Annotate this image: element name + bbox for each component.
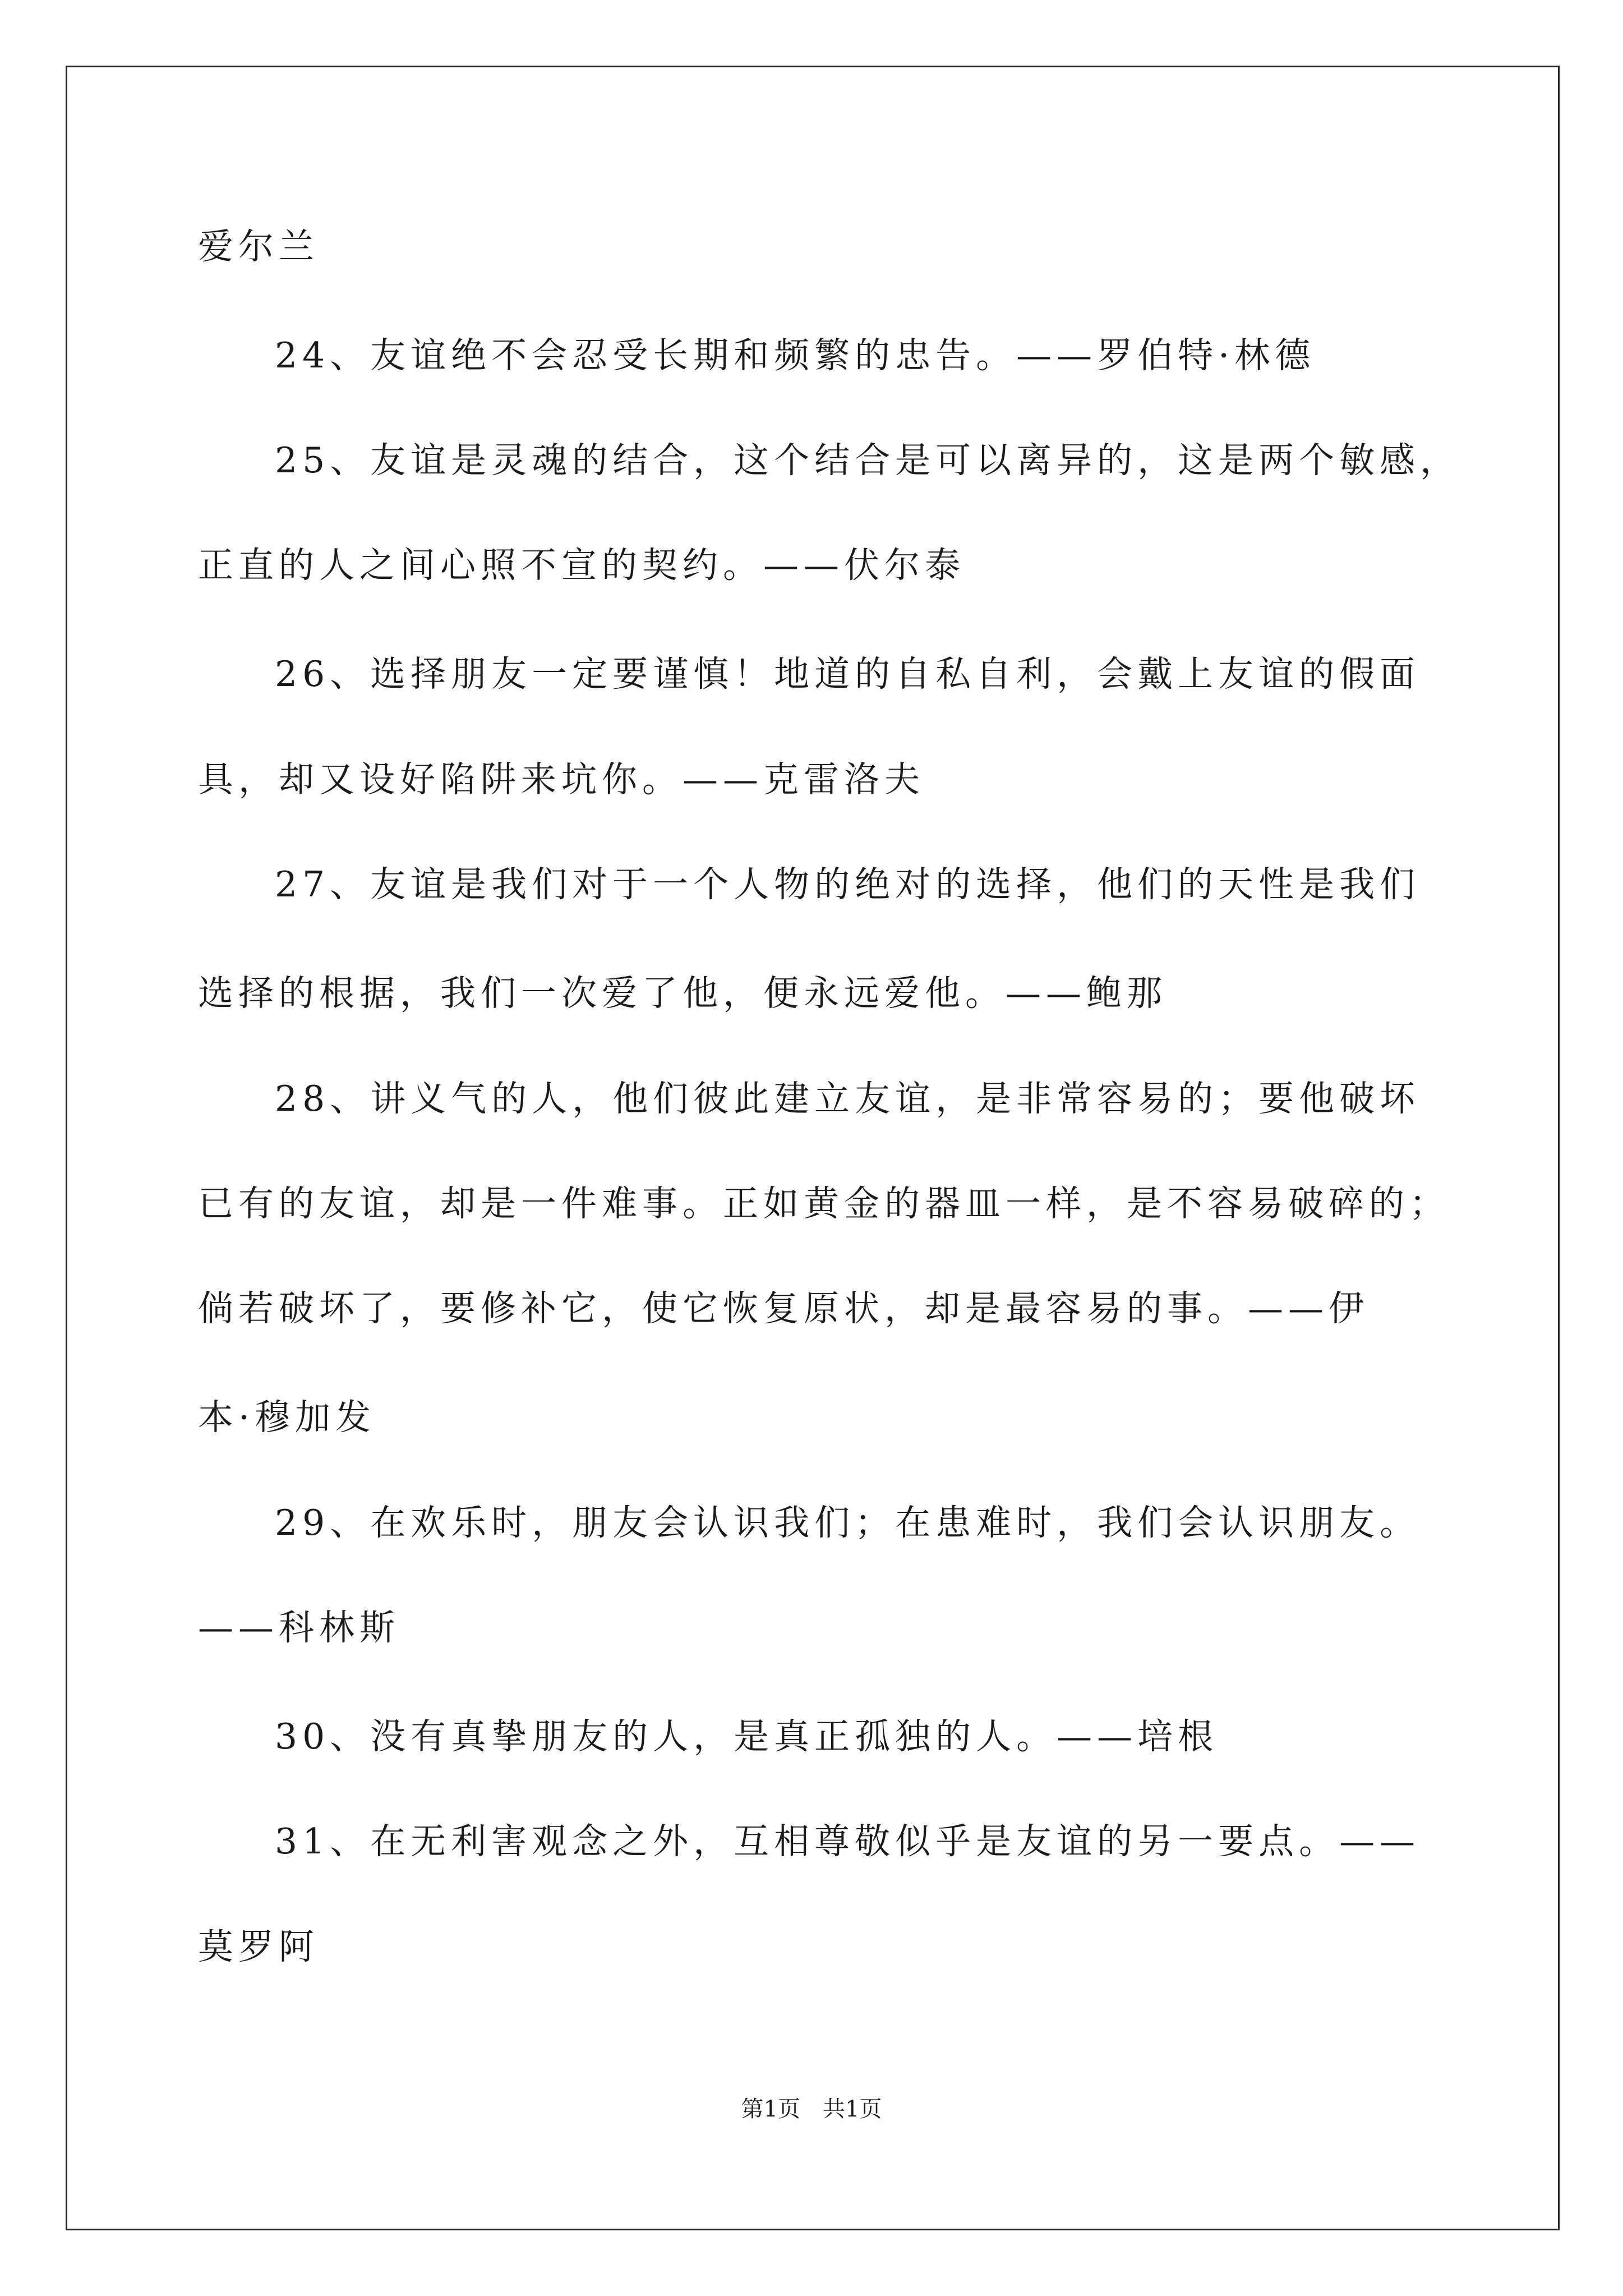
- text-line: 本·穆加发: [198, 1397, 376, 1438]
- text-line: 爱尔兰: [198, 226, 319, 267]
- page-number-footer: 第1页 共1页: [741, 2096, 882, 2122]
- text-line: 具，却又设好陷阱来坑你。——克雷洛夫: [198, 759, 925, 800]
- text-line: 莫罗阿: [198, 1926, 319, 1967]
- text-line: 正直的人之间心照不宣的契约。——伏尔泰: [198, 545, 965, 586]
- text-line: 选择的根据，我们一次爱了他，便永远爱他。——鲍那: [198, 973, 1167, 1014]
- text-line: 28、讲义气的人，他们彼此建立友谊，是非常容易的；要他破坏: [275, 1078, 1421, 1119]
- text-line: 31、在无利害观念之外，互相尊敬似乎是友谊的另一要点。——: [275, 1821, 1421, 1862]
- text-line: 27、友谊是我们对于一个人物的绝对的选择，他们的天性是我们: [275, 864, 1421, 905]
- text-line: 29、在欢乐时，朋友会认识我们；在患难时，我们会认识朋友。: [275, 1502, 1421, 1543]
- text-line: 倘若破坏了，要修补它，使它恢复原状，却是最容易的事。——伊: [198, 1288, 1369, 1329]
- text-line: 30、没有真挚朋友的人，是真正孤独的人。——培根: [275, 1716, 1219, 1757]
- text-line: 已有的友谊，却是一件难事。正如黄金的器皿一样，是不容易破碎的；: [198, 1183, 1450, 1224]
- text-line: 25、友谊是灵魂的结合，这个结合是可以离异的，这是两个敏感，: [275, 440, 1461, 481]
- text-line: 24、友谊绝不会忍受长期和频繁的忠告。——罗伯特·林德: [275, 335, 1316, 376]
- text-line: ——科林斯: [198, 1607, 400, 1648]
- page-border: [66, 66, 1560, 2230]
- text-line: 26、选择朋友一定要谨慎！地道的自私自利，会戴上友谊的假面: [275, 654, 1421, 694]
